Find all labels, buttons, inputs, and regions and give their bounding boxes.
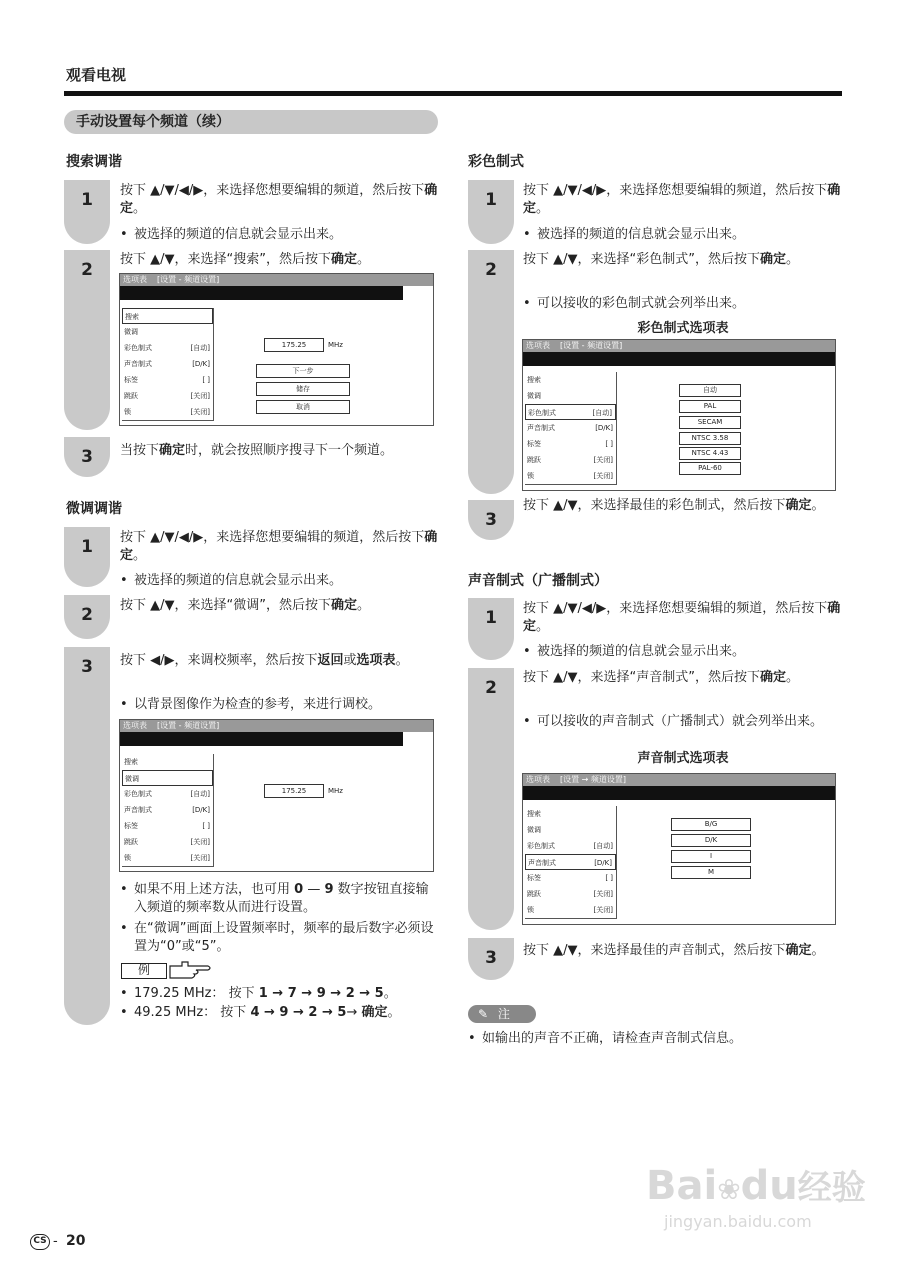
step-number: 1 bbox=[81, 190, 93, 210]
watermark-brand: Bai bbox=[646, 1163, 718, 1209]
color-step-1-marker bbox=[468, 180, 514, 244]
menu-black-bar bbox=[120, 732, 403, 746]
fine-step-3-text bbox=[120, 652, 440, 670]
menu-item[interactable] bbox=[122, 818, 213, 834]
menu-item[interactable] bbox=[122, 754, 213, 770]
menu-item[interactable] bbox=[122, 308, 213, 324]
menu-black-bar bbox=[120, 286, 403, 300]
search-step-1-text bbox=[120, 182, 440, 218]
menu-item[interactable] bbox=[525, 468, 616, 484]
menu-item-label: 搜索 bbox=[125, 313, 139, 321]
page-header-title: 观看电视 bbox=[66, 66, 127, 84]
bold-key: 9 bbox=[324, 882, 334, 897]
color-option[interactable]: 自动 bbox=[679, 384, 741, 397]
menu-item-value: [ ] bbox=[605, 874, 613, 882]
color-system-title: 彩色制式 bbox=[468, 154, 524, 170]
menu-item[interactable] bbox=[525, 838, 616, 854]
text: 按下 ▲/▼/◀/▶，来选择您想要编辑的频道，然后按下 bbox=[120, 530, 425, 545]
menu-path: [设置 → 频道设置] bbox=[560, 775, 627, 784]
step-number: 1 bbox=[485, 608, 497, 628]
menu-item-value: [自动] bbox=[190, 790, 210, 798]
fine-step-2-text bbox=[120, 597, 440, 615]
sound-step-1-bullet: • 被选择的频道的信息就会显示出来。 bbox=[523, 643, 843, 661]
text: 。 bbox=[357, 252, 371, 267]
text: 按下 ▲/▼/◀/▶，来选择您想要编辑的频道，然后按下 bbox=[523, 183, 828, 198]
menu-item[interactable] bbox=[122, 372, 213, 388]
search-step-2-text bbox=[120, 251, 440, 269]
example-1 bbox=[120, 985, 440, 1003]
menu-title: 选项表 bbox=[123, 275, 147, 284]
menu-item-label: 搜索 bbox=[527, 376, 541, 384]
menu-item[interactable] bbox=[525, 452, 616, 468]
menu-item[interactable] bbox=[525, 372, 616, 388]
menu-item-label: 彩色制式 bbox=[527, 842, 555, 850]
bold-key: 0 bbox=[294, 882, 304, 897]
menu-item-value: [D/K] bbox=[595, 424, 613, 432]
menu-item-label: 跳跃 bbox=[527, 890, 541, 898]
step-number: 3 bbox=[485, 948, 497, 968]
search-step-3-marker bbox=[64, 437, 110, 477]
sound-step-3-marker bbox=[468, 938, 514, 980]
menu-item[interactable] bbox=[122, 404, 213, 420]
note-label: 注 bbox=[497, 1007, 510, 1021]
text: 按下 ▲/▼，来选择最佳的声音制式，然后按下 bbox=[523, 943, 786, 958]
menu-item[interactable] bbox=[122, 388, 213, 404]
color-step-3-marker bbox=[468, 500, 514, 540]
text: 179.25 MHz： 按下 bbox=[134, 986, 255, 1001]
menu-item-value: [D/K] bbox=[192, 806, 210, 814]
search-menu-screen bbox=[119, 273, 434, 426]
bold-key: 确定 bbox=[120, 530, 438, 563]
fine-step-1-marker bbox=[64, 527, 110, 587]
watermark-brand2: du bbox=[740, 1163, 798, 1209]
sound-step-2-marker bbox=[468, 668, 514, 930]
menu-item[interactable] bbox=[525, 420, 616, 436]
text: 按下 ▲/▼/◀/▶，来选择您想要编辑的频道，然后按下 bbox=[120, 183, 425, 198]
fine-step-1-text bbox=[120, 529, 440, 565]
text: 49.25 MHz： 按下 bbox=[134, 1005, 247, 1020]
menu-title: 选项表 bbox=[526, 341, 550, 350]
sound-option[interactable]: D/K bbox=[671, 834, 751, 847]
menu-item-label: 跳跃 bbox=[527, 456, 541, 464]
text: 。 bbox=[383, 986, 397, 1001]
text: 。 bbox=[133, 201, 147, 216]
text: 。 bbox=[536, 201, 550, 216]
search-step-1-bullet: • 被选择的频道的信息就会显示出来。 bbox=[120, 226, 440, 244]
step-number: 2 bbox=[485, 678, 497, 698]
text: 按下 ▲/▼，来选择“声音制式”，然后按下 bbox=[523, 670, 760, 685]
text: 按下 ▲/▼，来选择“微调”，然后按下 bbox=[120, 598, 331, 613]
bold-key: 确定 bbox=[759, 670, 786, 685]
step-number: 3 bbox=[81, 657, 93, 677]
color-option[interactable]: NTSC 4.43 bbox=[679, 447, 741, 460]
text: 。 bbox=[811, 943, 825, 958]
text: 。 bbox=[536, 619, 550, 634]
fine-step-2-marker bbox=[64, 595, 110, 639]
text: → bbox=[346, 1005, 358, 1020]
step-number: 1 bbox=[485, 190, 497, 210]
baidu-watermark bbox=[646, 1160, 866, 1209]
menu-item-value: [关闭] bbox=[190, 854, 210, 862]
text: 按下 ▲/▼，来选择“彩色制式”，然后按下 bbox=[523, 252, 760, 267]
menu-top-bar bbox=[120, 720, 433, 732]
sound-step-2-text bbox=[523, 669, 843, 687]
menu-item-value: [D/K] bbox=[594, 859, 612, 867]
sound-step-1-text bbox=[523, 600, 843, 636]
text: 按下 ▲/▼/◀/▶，来选择您想要编辑的频道，然后按下 bbox=[523, 601, 828, 616]
color-menu-screen bbox=[522, 339, 836, 491]
pointing-hand-icon bbox=[168, 958, 214, 982]
menu-item[interactable] bbox=[525, 388, 616, 404]
bold-key: 确定 bbox=[759, 252, 786, 267]
header-rule bbox=[64, 91, 842, 96]
menu-item-label: 彩色制式 bbox=[528, 409, 556, 417]
sound-system-title: 声音制式（广播制式） bbox=[468, 573, 608, 589]
menu-item-value: [自动] bbox=[593, 842, 613, 850]
menu-path: [设置 - 频道设置] bbox=[157, 721, 220, 730]
menu-item-label: 声音制式 bbox=[527, 424, 555, 432]
menu-item-value: [关闭] bbox=[190, 392, 210, 400]
menu-item-label: 微调 bbox=[527, 826, 541, 834]
menu-item-label: 声音制式 bbox=[124, 360, 152, 368]
menu-item-label: 微调 bbox=[125, 775, 139, 783]
color-step-1-bullet: • 被选择的频道的信息就会显示出来。 bbox=[523, 226, 843, 244]
section-pill: 手动设置每个频道（续） bbox=[64, 110, 438, 134]
menu-item-value: [关闭] bbox=[593, 906, 613, 914]
menu-item-label: 锁 bbox=[527, 472, 534, 480]
bold-key: 确定 bbox=[361, 1005, 388, 1020]
text: 按下 ◀/▶，来调校频率，然后按下 bbox=[120, 653, 318, 668]
bold-key: 确定 bbox=[330, 598, 357, 613]
text: 。 bbox=[395, 653, 409, 668]
text: 时，就会按照顺序搜寻下一个频道。 bbox=[185, 443, 394, 458]
menu-item-value: [自动] bbox=[592, 409, 612, 417]
next-button[interactable]: 下一步 bbox=[256, 364, 350, 378]
menu-item[interactable] bbox=[525, 822, 616, 838]
menu-item[interactable] bbox=[122, 324, 213, 340]
color-step-2-text bbox=[523, 251, 843, 269]
menu-item-value: [自动] bbox=[190, 344, 210, 352]
text: 当按下 bbox=[120, 443, 160, 458]
menu-title: 选项表 bbox=[526, 775, 550, 784]
color-option[interactable]: PAL-60 bbox=[679, 462, 741, 475]
example-label-box: 例 bbox=[121, 963, 167, 979]
watermark-url: jingyan.baidu.com bbox=[664, 1212, 812, 1231]
menu-item[interactable] bbox=[525, 806, 616, 822]
search-step-3-text bbox=[120, 442, 446, 460]
menu-item-label: 搜索 bbox=[124, 758, 138, 766]
step-number: 3 bbox=[485, 510, 497, 530]
menu-item-value: [关闭] bbox=[190, 838, 210, 846]
footer-dash: - bbox=[53, 1234, 58, 1249]
bold-key: 确定 bbox=[785, 498, 812, 513]
color-option[interactable]: NTSC 3.58 bbox=[679, 432, 741, 445]
text: 数字按钮直接输入频道的频率数从而进行设置。 bbox=[134, 882, 429, 915]
fine-menu-screen bbox=[119, 719, 434, 872]
menu-item-label: 标签 bbox=[527, 874, 541, 882]
text: 按下 ▲/▼，来选择“搜索”，然后按下 bbox=[120, 252, 331, 267]
menu-item[interactable] bbox=[122, 850, 213, 866]
menu-item-value: [ ] bbox=[202, 822, 210, 830]
fine-step-1-bullet: • 被选择的频道的信息就会显示出来。 bbox=[120, 572, 440, 590]
menu-item-label: 锁 bbox=[527, 906, 534, 914]
color-table-title: 彩色制式选项表 bbox=[637, 321, 729, 336]
menu-item-label: 标签 bbox=[124, 822, 138, 830]
fine-step-3-bullet: • 以背景图像作为检查的参考，来进行调校。 bbox=[120, 696, 440, 714]
menu-path: [设置 - 频道设置] bbox=[560, 341, 623, 350]
sound-menu-screen bbox=[522, 773, 836, 925]
text: — bbox=[307, 882, 321, 897]
menu-item-value: [关闭] bbox=[593, 456, 613, 464]
sound-step-3-text bbox=[523, 942, 843, 960]
menu-item-value: [关闭] bbox=[190, 408, 210, 416]
bold-key: 选项表 bbox=[356, 653, 396, 668]
menu-list bbox=[122, 754, 214, 867]
note-pill bbox=[468, 1005, 536, 1023]
fine-bullet-direct-input bbox=[120, 881, 440, 917]
bold-key: 返回 bbox=[317, 653, 344, 668]
menu-path: [设置 - 频道设置] bbox=[157, 275, 220, 284]
menu-item-label: 声音制式 bbox=[124, 806, 152, 814]
menu-item-label: 搜索 bbox=[527, 810, 541, 818]
menu-item-label: 标签 bbox=[124, 376, 138, 384]
text: 。 bbox=[357, 598, 371, 613]
fine-step-3-marker bbox=[64, 647, 110, 1025]
watermark-cn: 经验 bbox=[797, 1168, 866, 1208]
bold-key: 确定 bbox=[785, 943, 812, 958]
menu-item-label: 标签 bbox=[527, 440, 541, 448]
color-step-1-text bbox=[523, 182, 843, 218]
menu-black-bar bbox=[523, 352, 835, 366]
mhz-unit: MHz bbox=[328, 787, 343, 795]
menu-item[interactable] bbox=[525, 404, 616, 420]
color-step-2-marker bbox=[468, 250, 514, 494]
menu-item-value: [ ] bbox=[605, 440, 613, 448]
menu-list bbox=[122, 308, 214, 421]
text: 。 bbox=[786, 670, 800, 685]
bold-key: 确定 bbox=[330, 252, 357, 267]
key-sequence: 4 → 9 → 2 → 5 bbox=[250, 1005, 347, 1020]
bold-key: 确定 bbox=[120, 183, 438, 216]
step-number: 2 bbox=[485, 260, 497, 280]
menu-item-label: 跳跃 bbox=[124, 392, 138, 400]
mhz-unit: MHz bbox=[328, 341, 343, 349]
text: 按下 ▲/▼，来选择最佳的彩色制式，然后按下 bbox=[523, 498, 786, 513]
fine-tuning-title: 微调调谐 bbox=[66, 501, 122, 517]
menu-top-bar bbox=[523, 340, 835, 352]
sound-option[interactable]: I bbox=[671, 850, 751, 863]
search-step-2-marker bbox=[64, 250, 110, 430]
menu-list bbox=[525, 806, 617, 919]
menu-item-label: 锁 bbox=[124, 854, 131, 862]
sound-step-2-bullet: • 可以接收的声音制式（广播制式）就会列举出来。 bbox=[523, 713, 843, 731]
bold-key: 确定 bbox=[523, 183, 841, 216]
sound-option[interactable]: M bbox=[671, 866, 751, 879]
note-text: • 如输出的声音不正确，请检查声音制式信息。 bbox=[468, 1030, 828, 1048]
text: 。 bbox=[811, 498, 825, 513]
search-tuning-title: 搜索调谐 bbox=[66, 154, 122, 170]
menu-item-value: [ ] bbox=[202, 376, 210, 384]
text: 。 bbox=[786, 252, 800, 267]
menu-item[interactable] bbox=[525, 854, 616, 870]
sound-table-title: 声音制式选项表 bbox=[637, 751, 729, 766]
cancel-button[interactable]: 取消 bbox=[256, 400, 350, 414]
menu-item[interactable] bbox=[525, 886, 616, 902]
menu-item[interactable] bbox=[122, 834, 213, 850]
text: 。 bbox=[133, 548, 147, 563]
menu-item[interactable] bbox=[122, 802, 213, 818]
key-sequence: 1 → 7 → 9 → 2 → 5 bbox=[258, 986, 384, 1001]
menu-item[interactable] bbox=[122, 340, 213, 356]
frequency-field[interactable]: 175.25 bbox=[264, 784, 324, 798]
menu-item[interactable] bbox=[525, 436, 616, 452]
text: 。 bbox=[387, 1005, 401, 1020]
menu-item-value: [关闭] bbox=[593, 890, 613, 898]
paw-icon: ❀ bbox=[717, 1173, 741, 1206]
menu-item-label: 锁 bbox=[124, 408, 131, 416]
text: 如果不用上述方法，也可用 bbox=[134, 882, 291, 897]
color-step-3-text bbox=[523, 497, 843, 515]
sound-step-1-marker bbox=[468, 598, 514, 660]
bold-key: 确定 bbox=[159, 443, 186, 458]
save-button[interactable]: 储存 bbox=[256, 382, 350, 396]
color-step-2-bullet: • 可以接收的彩色制式就会列举出来。 bbox=[523, 295, 843, 313]
menu-item-label: 声音制式 bbox=[528, 859, 556, 867]
sound-option[interactable]: B/G bbox=[671, 818, 751, 831]
menu-item-label: 跳跃 bbox=[124, 838, 138, 846]
step-number: 1 bbox=[81, 537, 93, 557]
step-number: 2 bbox=[81, 605, 93, 625]
example-2 bbox=[120, 1004, 446, 1022]
text: 或 bbox=[343, 653, 357, 668]
frequency-field[interactable]: 175.25 bbox=[264, 338, 324, 352]
menu-item[interactable] bbox=[525, 902, 616, 918]
menu-item-value: [关闭] bbox=[593, 472, 613, 480]
menu-item[interactable] bbox=[122, 356, 213, 372]
menu-item-label: 微调 bbox=[124, 328, 138, 336]
menu-item-label: 微调 bbox=[527, 392, 541, 400]
menu-item[interactable] bbox=[122, 770, 213, 786]
menu-item[interactable] bbox=[122, 786, 213, 802]
menu-item-label: 彩色制式 bbox=[124, 344, 152, 352]
menu-item-label: 彩色制式 bbox=[124, 790, 152, 798]
bold-key: 确定 bbox=[523, 601, 841, 634]
menu-title: 选项表 bbox=[123, 721, 147, 730]
search-step-1-marker bbox=[64, 180, 110, 244]
color-option[interactable]: PAL bbox=[679, 400, 741, 413]
fine-bullet-last-digit: • 在“微调”画面上设置频率时，频率的最后数字必须设置为“0”或“5”。 bbox=[120, 920, 440, 956]
menu-black-bar bbox=[523, 786, 835, 800]
page-number: 20 bbox=[66, 1233, 86, 1249]
menu-top-bar bbox=[120, 274, 433, 286]
step-number: 3 bbox=[81, 447, 93, 467]
color-option[interactable]: SECAM bbox=[679, 416, 741, 429]
menu-list bbox=[525, 372, 617, 485]
step-number: 2 bbox=[81, 260, 93, 280]
menu-item[interactable] bbox=[525, 870, 616, 886]
pencil-icon: ✎ bbox=[478, 1007, 489, 1021]
menu-top-bar bbox=[523, 774, 835, 786]
menu-item-value: [D/K] bbox=[192, 360, 210, 368]
language-badge: CS bbox=[30, 1234, 50, 1250]
